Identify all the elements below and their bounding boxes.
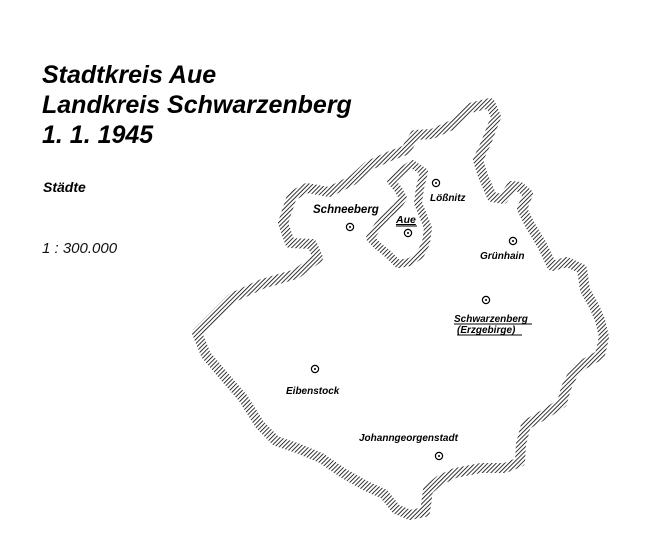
- town-label-loessnitz: Lößnitz: [430, 193, 466, 204]
- town-label-schneeberg: Schneeberg: [313, 204, 379, 216]
- town-marker-gruenhain: [509, 237, 516, 244]
- town-marker-loessnitz: [432, 179, 439, 186]
- town-marker-eibenstock: [311, 365, 318, 372]
- legend-label: Städte: [43, 179, 86, 195]
- town-marker-johanngeorgenstadt: [435, 452, 442, 459]
- district-border: [197, 103, 604, 515]
- town-label-schwarzenberg-sub: (Erzgebirge): [457, 325, 516, 336]
- town-label-gruenhain: Grünhain: [480, 251, 525, 262]
- town-marker-schneeberg: [346, 223, 353, 230]
- title-line-1: Stadtkreis Aue: [42, 61, 217, 89]
- town-label-schwarzenberg: Schwarzenberg: [454, 314, 528, 325]
- town-marker-schwarzenberg: [482, 296, 489, 303]
- title-line-2: Landkreis Schwarzenberg: [42, 91, 352, 119]
- title-line-3: 1. 1. 1945: [42, 121, 154, 149]
- town-marker-aue: [404, 229, 411, 236]
- scale-label: 1 : 300.000: [42, 240, 118, 257]
- town-label-johanngeorgenstadt: Johanngeorgenstadt: [359, 433, 458, 444]
- town-label-aue: Aue: [396, 214, 416, 226]
- town-label-eibenstock: Eibenstock: [286, 386, 340, 397]
